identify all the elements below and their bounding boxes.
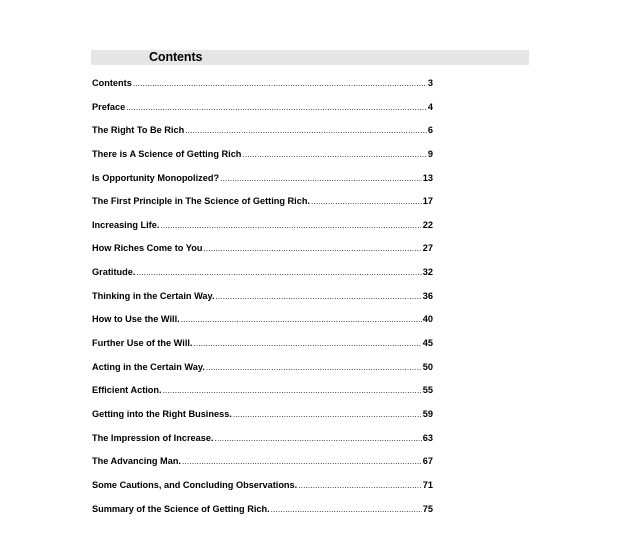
toc-entry-title: Summary of the Science of Getting Rich. bbox=[92, 503, 270, 514]
toc-entry-right-business[interactable] bbox=[92, 407, 433, 431]
toc-dot-leader bbox=[193, 337, 421, 351]
toc-entry-preface[interactable] bbox=[92, 100, 433, 124]
toc-page-number: 67 bbox=[422, 456, 433, 467]
toc-entry-title: The Advancing Man. bbox=[92, 456, 181, 467]
toc-page-number: 45 bbox=[422, 338, 433, 349]
toc-dot-leader bbox=[311, 195, 422, 209]
toc-entry-title: The Impression of Increase. bbox=[92, 432, 214, 443]
toc-entry-first-principle[interactable] bbox=[92, 194, 433, 218]
toc-entry-right-to-be-rich[interactable] bbox=[92, 123, 433, 147]
toc-entry-acting-certain-way[interactable] bbox=[92, 360, 433, 384]
toc-entry-title: Acting in the Certain Way. bbox=[92, 361, 205, 372]
table-of-contents bbox=[92, 76, 433, 525]
toc-page-number: 27 bbox=[422, 243, 433, 254]
toc-entry-gratitude[interactable] bbox=[92, 265, 433, 289]
toc-dot-leader bbox=[203, 242, 421, 256]
toc-page-number: 22 bbox=[422, 219, 433, 230]
toc-entry-impression-of-increase[interactable] bbox=[92, 431, 433, 455]
toc-dot-leader bbox=[233, 408, 422, 422]
toc-dot-leader bbox=[242, 148, 426, 162]
toc-entry-how-riches-come[interactable] bbox=[92, 241, 433, 265]
toc-entry-title: The First Principle in The Science of Getting Rich. bbox=[92, 196, 310, 207]
toc-page-number: 50 bbox=[422, 361, 433, 372]
toc-dot-leader bbox=[298, 479, 422, 493]
toc-entry-title: Further Use of the Will. bbox=[92, 338, 193, 349]
toc-entry-opportunity-monopolized[interactable] bbox=[92, 171, 433, 195]
toc-entry-title: Gratitude. bbox=[92, 267, 136, 278]
toc-page-number: 3 bbox=[427, 78, 433, 88]
toc-dot-leader bbox=[216, 290, 422, 304]
toc-entry-title: Is Opportunity Monopolized? bbox=[92, 172, 220, 183]
toc-entry-further-use-will[interactable] bbox=[92, 336, 433, 360]
toc-dot-leader bbox=[185, 124, 427, 138]
contents-heading: Contents bbox=[149, 50, 203, 64]
toc-page-number: 71 bbox=[422, 479, 433, 490]
toc-dot-leader bbox=[271, 503, 422, 517]
toc-dot-leader bbox=[215, 432, 422, 446]
toc-entry-science-of-getting-rich[interactable] bbox=[92, 147, 433, 171]
toc-page-number: 6 bbox=[427, 125, 433, 136]
toc-entry-title: The Right To Be Rich bbox=[92, 125, 185, 136]
toc-entry-title: Thinking in the Certain Way. bbox=[92, 290, 215, 301]
toc-page-number: 17 bbox=[422, 196, 433, 207]
toc-page-number: 40 bbox=[422, 314, 433, 325]
toc-page-number: 75 bbox=[422, 503, 433, 514]
toc-entry-title: Increasing Life. bbox=[92, 219, 160, 230]
toc-entry-thinking-certain-way[interactable] bbox=[92, 289, 433, 313]
toc-dot-leader bbox=[182, 455, 422, 469]
toc-dot-leader bbox=[181, 313, 422, 327]
toc-entry-advancing-man[interactable] bbox=[92, 454, 433, 478]
toc-dot-leader bbox=[136, 266, 421, 280]
toc-entry-title: How to Use the Will. bbox=[92, 314, 180, 325]
toc-entry-title: Getting into the Right Business. bbox=[92, 408, 232, 419]
toc-page-number: 63 bbox=[422, 432, 433, 443]
toc-entry-cautions-observations[interactable] bbox=[92, 478, 433, 502]
toc-page-number: 55 bbox=[422, 385, 433, 396]
toc-entry-how-to-use-will[interactable] bbox=[92, 312, 433, 336]
toc-dot-leader bbox=[220, 172, 422, 186]
toc-entry-summary[interactable] bbox=[92, 502, 433, 526]
toc-page-number: 32 bbox=[422, 267, 433, 278]
toc-entry-title: How Riches Come to You bbox=[92, 243, 203, 254]
toc-page-number: 9 bbox=[427, 148, 433, 159]
toc-page-number: 4 bbox=[427, 101, 433, 112]
toc-entry-title: Some Cautions, and Concluding Observations. bbox=[92, 479, 298, 490]
toc-entry-title: There is A Science of Getting Rich bbox=[92, 148, 242, 159]
toc-dot-leader bbox=[206, 361, 422, 375]
toc-entry-increasing-life[interactable] bbox=[92, 218, 433, 242]
toc-dot-leader bbox=[133, 77, 427, 91]
toc-entry-title: Contents bbox=[92, 78, 132, 88]
toc-entry-efficient-action[interactable] bbox=[92, 383, 433, 407]
toc-entry-title: Efficient Action. bbox=[92, 385, 162, 396]
toc-page-number: 13 bbox=[422, 172, 433, 183]
toc-page-number: 36 bbox=[422, 290, 433, 301]
toc-entry-title: Preface bbox=[92, 101, 126, 112]
toc-dot-leader bbox=[163, 384, 422, 398]
toc-dot-leader bbox=[126, 101, 427, 115]
contents-heading-bar bbox=[91, 50, 529, 65]
toc-dot-leader bbox=[160, 219, 421, 233]
toc-entry-contents[interactable] bbox=[92, 76, 433, 100]
toc-page-number: 59 bbox=[422, 408, 433, 419]
